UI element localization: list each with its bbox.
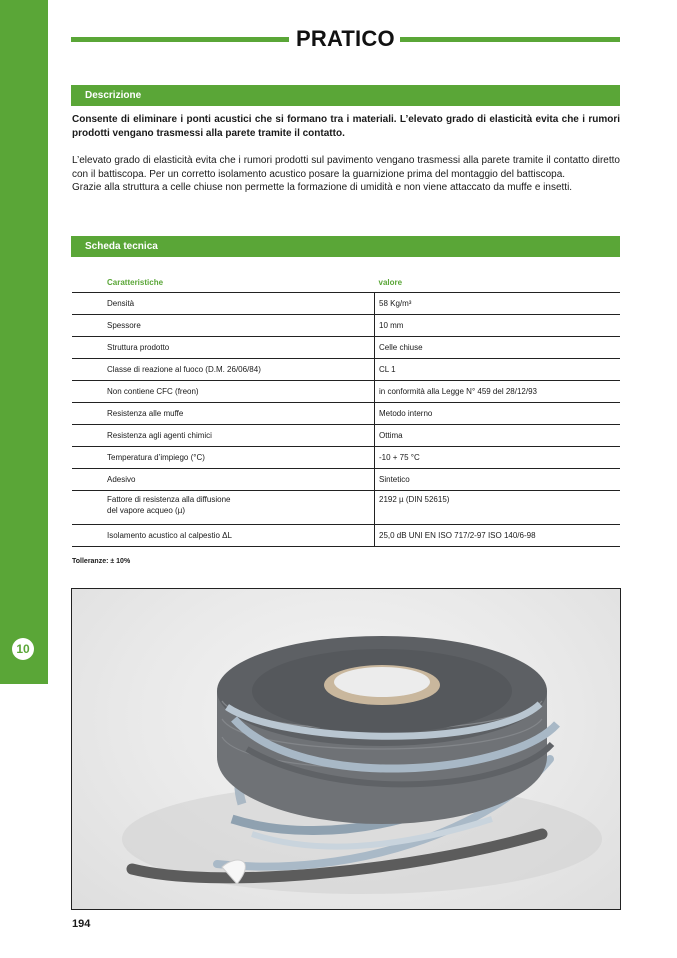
row-value: Metodo interno bbox=[375, 403, 621, 425]
row-label: Classe di reazione al fuoco (D.M. 26/06/84) bbox=[72, 359, 375, 381]
table-row bbox=[72, 337, 620, 359]
description-paragraph-2: Grazie alla struttura a celle chiuse non permette la formazione di umidità e non viene attaccato da muffe e insetti. bbox=[72, 182, 573, 193]
table-row bbox=[72, 525, 620, 547]
row-label: Struttura prodotto bbox=[72, 337, 375, 359]
row-label: Densità bbox=[72, 293, 375, 315]
table-row bbox=[72, 359, 620, 381]
table-header-row bbox=[72, 272, 620, 293]
section-scheda-title: Scheda tecnica bbox=[85, 241, 158, 252]
row-value: in conformità alla Legge N° 459 del 28/12/93 bbox=[375, 381, 621, 403]
tape-roll-illustration bbox=[72, 589, 620, 909]
table-row bbox=[72, 293, 620, 315]
row-label bbox=[72, 491, 375, 525]
row-label: Resistenza alle muffe bbox=[72, 403, 375, 425]
row-label-line-1: Fattore di resistenza alla diffusione bbox=[107, 495, 231, 504]
row-label: Temperatura d’impiego (°C) bbox=[72, 447, 375, 469]
description-paragraph-1: L’elevato grado di elasticità evita che i rumori prodotti sul pavimento vengano trasmessi alla parete tramite il contatto diretto con il battiscopa. Per un corretto isolamento acustico posare la guarnizione prima del montaggio del battiscopa. bbox=[72, 155, 620, 180]
title-rule-left bbox=[71, 37, 289, 42]
product-photo bbox=[71, 588, 621, 910]
table-row bbox=[72, 447, 620, 469]
row-label: Adesivo bbox=[72, 469, 375, 491]
row-value: Celle chiuse bbox=[375, 337, 621, 359]
page-number: 194 bbox=[72, 918, 91, 930]
table-row bbox=[72, 469, 620, 491]
row-value: Sintetico bbox=[375, 469, 621, 491]
side-bar bbox=[0, 0, 48, 684]
table-row bbox=[72, 403, 620, 425]
title-rule-right bbox=[400, 37, 620, 42]
table-row bbox=[72, 425, 620, 447]
table-row bbox=[72, 381, 620, 403]
row-value: 2192 µ (DIN 52615) bbox=[375, 491, 621, 525]
table-row bbox=[72, 315, 620, 337]
row-value: CL 1 bbox=[375, 359, 621, 381]
row-label: Isolamento acustico al calpestio ΔL bbox=[72, 525, 375, 547]
row-label: Resistenza agli agenti chimici bbox=[72, 425, 375, 447]
intro-text: Consente di eliminare i ponti acustici che si formano tra i materiali. L’elevato grado di elasticità evita che i rumori prodotti vengano trasmessi alla parete tramite il contatto. bbox=[72, 114, 620, 139]
chapter-badge: 10 bbox=[12, 638, 34, 660]
page-title: PRATICO bbox=[296, 26, 395, 51]
row-value: 10 mm bbox=[375, 315, 621, 337]
description-body bbox=[72, 154, 620, 195]
column-header-valore: valore bbox=[378, 277, 403, 287]
row-value: 58 Kg/m³ bbox=[375, 293, 621, 315]
row-label: Non contiene CFC (freon) bbox=[72, 381, 375, 403]
tolerance-note: Tolleranze: ± 10% bbox=[72, 558, 131, 565]
row-value: -10 + 75 °C bbox=[375, 447, 621, 469]
spec-table bbox=[72, 272, 620, 547]
table-row bbox=[72, 491, 620, 525]
row-value: Ottima bbox=[375, 425, 621, 447]
section-descrizione-header bbox=[71, 85, 620, 106]
row-label-line-2: del vapore acqueo (µ) bbox=[107, 506, 185, 515]
column-header-caratteristiche: Caratteristiche bbox=[107, 277, 164, 287]
section-descrizione-title: Descrizione bbox=[85, 90, 142, 101]
section-scheda-header bbox=[71, 236, 620, 257]
row-label: Spessore bbox=[72, 315, 375, 337]
row-value: 25,0 dB UNI EN ISO 717/2-97 ISO 140/6-98 bbox=[375, 525, 621, 547]
